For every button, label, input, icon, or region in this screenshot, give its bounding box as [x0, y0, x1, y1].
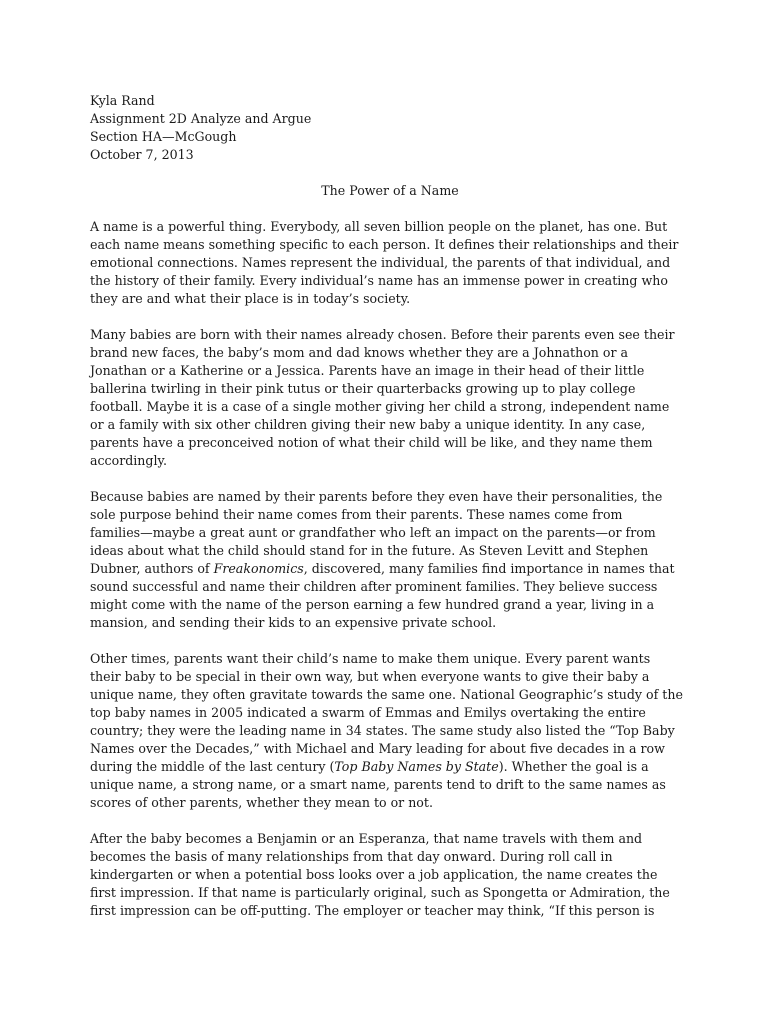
section-line: Section HA—McGough	[90, 129, 237, 144]
paragraph-line: A name is a powerful thing. Everybody, all seven billion people on the planet, has one. But	[90, 219, 668, 234]
paragraph-line: ideas about what the child should stand for in the future. As Steven Levitt and Stephen	[90, 543, 649, 558]
essay-paragraphs	[90, 218, 690, 920]
paragraph-line: After the baby becomes a Benjamin or an Esperanza, that name travels with them and	[90, 831, 643, 846]
paragraph-line: first impression can be off-putting. The employer or teacher may think, “If this person is	[90, 903, 655, 918]
paragraph-line: Many babies are born with their names already chosen. Before their parents even see their	[90, 327, 675, 342]
paragraph-line: emotional connections. Names represent the individual, the parents of that individual, and	[90, 255, 671, 270]
line-text: ). Whether the goal is a	[498, 759, 649, 774]
line-text: Dubner, authors of	[90, 561, 214, 576]
paragraph-line: ballerina twirling in their pink tutus or their quarterbacks growing up to play college	[90, 381, 636, 396]
assignment-line: Assignment 2D Analyze and Argue	[90, 111, 312, 126]
paragraph	[90, 488, 690, 632]
paragraph-line: their baby to be special in their own way, but when everyone wants to give their baby a	[90, 669, 650, 684]
paragraph-line: first impression. If that name is particularly original, such as Spongetta or Admiration, the	[90, 885, 670, 900]
line-text: , discovered, many families find importance in names that	[303, 561, 675, 576]
paragraph-line: mansion, and sending their kids to an expensive private school.	[90, 615, 497, 630]
italic-title: Freakonomics	[213, 561, 304, 576]
author-name: Kyla Rand	[90, 93, 155, 108]
paragraph	[90, 650, 690, 812]
paragraph-line: each name means something specific to each person. It defines their relationships and their	[90, 237, 679, 252]
essay-title: The Power of a Name	[321, 183, 459, 198]
paragraph-line: families—maybe a great aunt or grandfather who left an impact on the parents—or from	[90, 525, 656, 540]
paragraph-line: Names over the Decades,” with Michael and Mary leading for about five decades in a row	[90, 741, 665, 756]
paragraph-line: they are and what their place is in today’s society.	[90, 291, 411, 306]
paragraph-line: unique name, a strong name, or a smart name, parents tend to drift to the same names as	[90, 777, 666, 792]
paragraph-line	[90, 758, 690, 776]
paragraph-line: Because babies are named by their parents before they even have their personalities, the	[90, 489, 663, 504]
paragraph	[90, 218, 690, 308]
paragraph-line: might come with the name of the person earning a few hundred grand a year, living in a	[90, 597, 655, 612]
paragraph-line: kindergarten or when a potential boss looks over a job application, the name creates the	[90, 867, 658, 882]
paragraph-line: Other times, parents want their child’s name to make them unique. Every parent wants	[90, 651, 651, 666]
paragraph-line: sound successful and name their children after prominent families. They believe success	[90, 579, 658, 594]
paragraph-line: accordingly.	[90, 453, 167, 468]
paragraph-line: football. Maybe it is a case of a single mother giving her child a strong, independent name	[90, 399, 670, 414]
paragraph-line: becomes the basis of many relationships from that day onward. During roll call in	[90, 849, 613, 864]
paragraph-line: scores of other parents, whether they mean to or not.	[90, 795, 433, 810]
paragraph-line	[90, 560, 690, 578]
paragraph-line: brand new faces, the baby’s mom and dad knows whether they are a Johnathon or a	[90, 345, 629, 360]
paragraph	[90, 326, 690, 470]
date-line: October 7, 2013	[90, 147, 194, 162]
paragraph-line: parents have a preconceived notion of what their child will be like, and they name them	[90, 435, 653, 450]
paragraph	[90, 830, 690, 920]
document-body	[90, 92, 690, 938]
paragraph-line: country; they were the leading name in 34 states. The same study also listed the “Top Baby	[90, 723, 675, 738]
paragraph-line: the history of their family. Every individual’s name has an immense power in creating who	[90, 273, 668, 288]
paragraph-line: unique name, they often gravitate towards the same one. National Geographic’s study of the	[90, 687, 683, 702]
italic-title: Top Baby Names by State	[334, 759, 499, 774]
paragraph-line: sole purpose behind their name comes from their parents. These names come from	[90, 507, 623, 522]
paragraph-line: or a family with six other children giving their new baby a unique identity. In any case,	[90, 417, 646, 432]
line-text: during the middle of the last century (	[90, 759, 335, 774]
paragraph-line: top baby names in 2005 indicated a swarm of Emmas and Emilys overtaking the entire	[90, 705, 646, 720]
paragraph-line: Jonathan or a Katherine or a Jessica. Parents have an image in their head of their little	[90, 363, 645, 378]
